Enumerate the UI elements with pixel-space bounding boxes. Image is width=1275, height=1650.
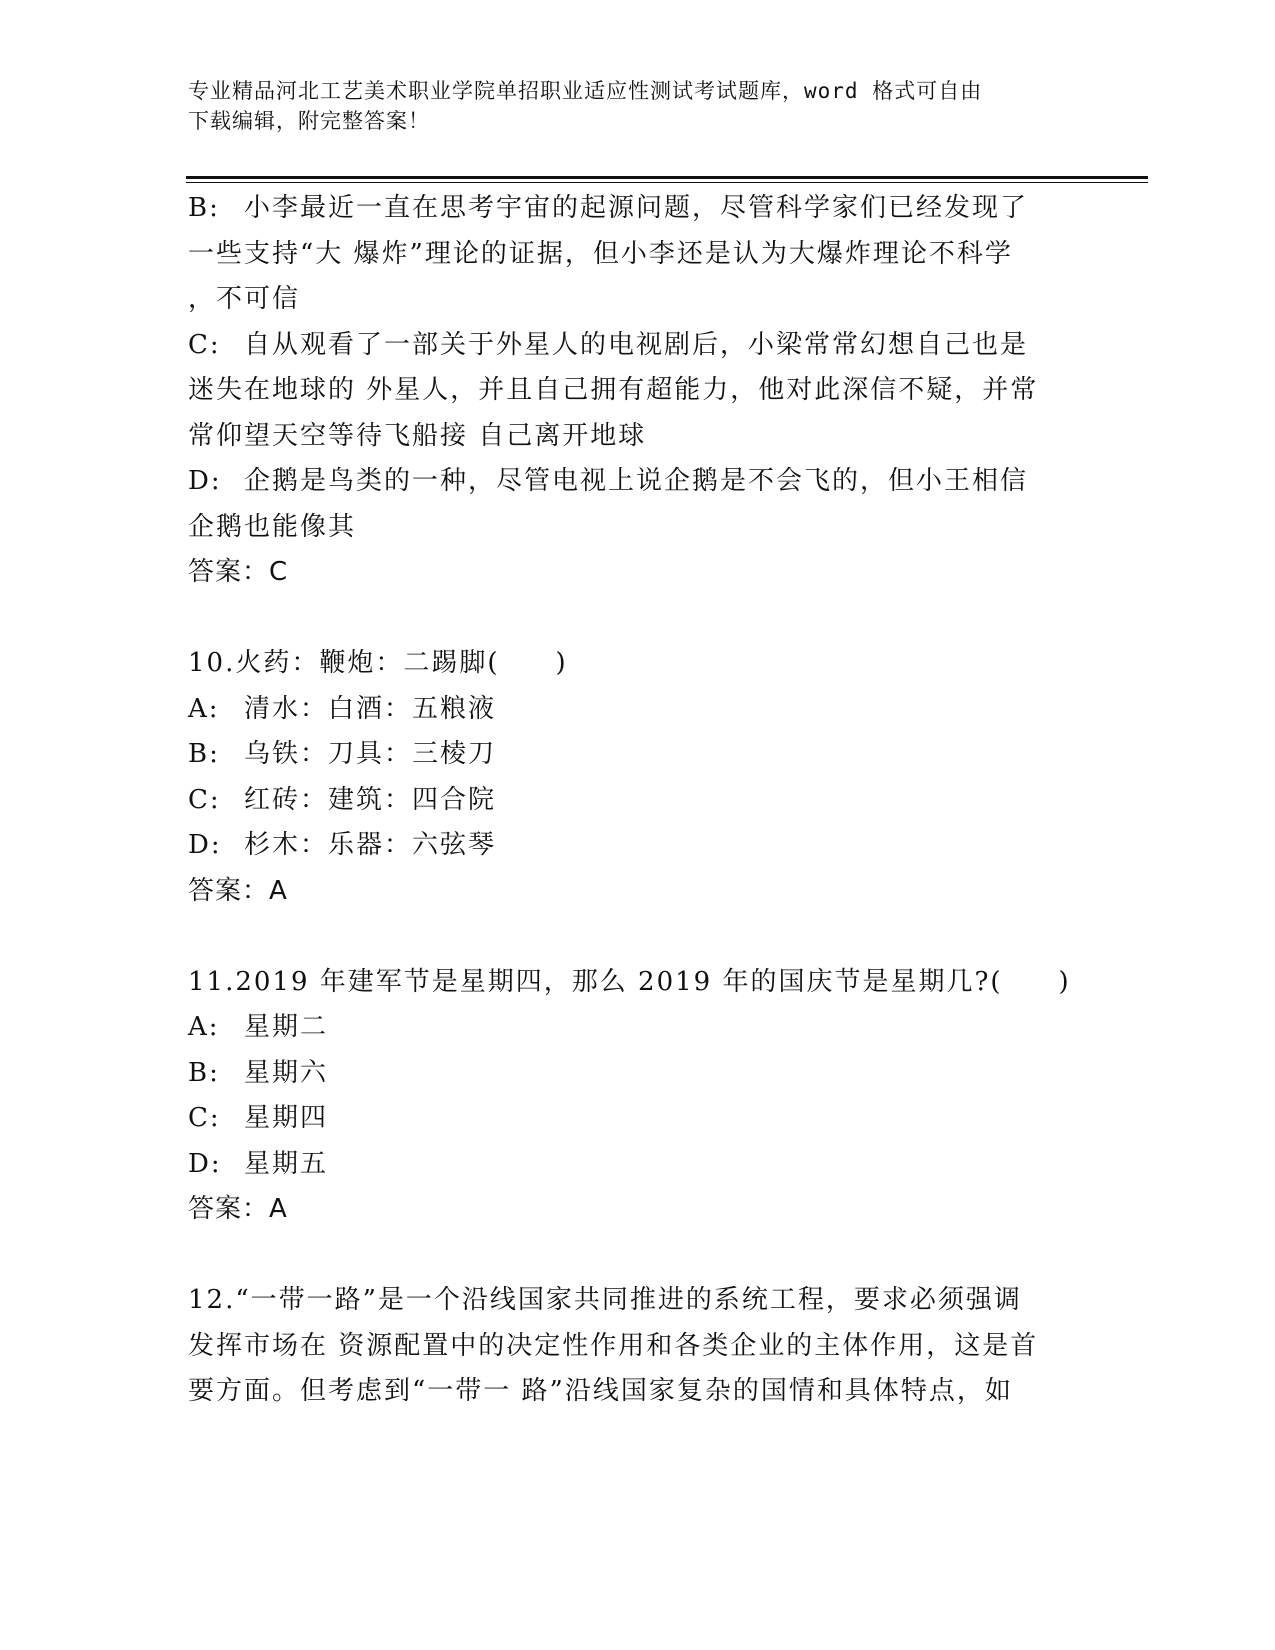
option-key: D: [188, 466, 222, 496]
q9-option-b [188, 186, 1088, 323]
q9-answer: 答案：C [188, 557, 289, 587]
q9-option-d [188, 459, 1088, 550]
header-divider-thin [186, 182, 1148, 183]
option-text: 星期四 [244, 1103, 329, 1133]
option-text: 星期二 [244, 1012, 329, 1042]
option-text: 红砖：建筑：四合院 [244, 784, 497, 815]
option-key: C: [188, 329, 221, 360]
spacer [188, 914, 1088, 960]
q10-option-c [188, 778, 1088, 824]
q12-stem-line: 要方面。但考虑到“一带一 路”沿线国家复杂的国情和具体特点，如 [188, 1376, 1013, 1406]
q10-option-d [188, 823, 1088, 869]
option-key: C: [188, 1103, 221, 1133]
q10-answer: 答案：A [188, 875, 288, 906]
option-text: ，不可信 [188, 284, 301, 314]
option-text: 迷失在地球的 外星人，并且自己拥有超能力，他对此深信不疑，并常 [188, 375, 1039, 405]
option-text: 乌铁：刀具：三棱刀 [244, 739, 497, 769]
option-text: 清水：白酒：五粮液 [244, 693, 497, 724]
q9-option-c [188, 323, 1088, 460]
option-text: 一些支持“大 爆炸”理论的证据，但小李还是认为大爆炸理论不科学 [188, 238, 1013, 269]
q11-option-a [188, 1005, 1088, 1051]
q10-stem: 10.火药：鞭炮：二踢脚( ) [188, 648, 568, 678]
q11-option-c [188, 1096, 1088, 1142]
option-key: D: [188, 830, 222, 860]
option-text: 杉木：乐器：六弦琴 [244, 830, 497, 860]
q12-stem [188, 1278, 1088, 1415]
option-text: 星期五 [244, 1148, 329, 1179]
header-line-2: 下载编辑，附完整答案！ [188, 109, 430, 133]
option-text: 小李最近一直在思考宇宙的起源问题，尽管科学家们已经发现了 [244, 193, 1029, 223]
option-key: B: [188, 739, 220, 769]
option-text: 自从观看了一部关于外星人的电视剧后，小梁常常幻想自己也是 [244, 329, 1029, 360]
option-key: C: [188, 784, 221, 815]
option-key: B: [188, 193, 220, 223]
q12-stem-line: 发挥市场在 资源配置中的决定性作用和各类企业的主体作用，这是首 [188, 1330, 1039, 1361]
header-divider-thick [186, 176, 1148, 179]
option-text: 企鹅是鸟类的一种，尽管电视上说企鹅是不会飞的，但小王相信 [244, 466, 1029, 496]
header-line-1: 专业精品河北工艺美术职业学院单招职业适应性测试考试题库，word 格式可自由 [188, 79, 983, 103]
page-header [188, 76, 1088, 136]
option-text: 企鹅也能像其 [188, 511, 357, 542]
option-text: 常仰望天空等待飞船接 自己离开地球 [188, 420, 647, 451]
q11-stem: 11.2019 年建军节是星期四，那么 2019 年的国庆节是星期几?( ) [188, 966, 1071, 997]
q10-option-a [188, 687, 1088, 733]
spacer [188, 1233, 1088, 1279]
spacer [188, 596, 1088, 642]
option-key: A: [188, 693, 220, 724]
q11-answer: 答案：A [188, 1194, 288, 1224]
q12-stem-line: 12.“一带一路”是一个沿线国家共同推进的系统工程，要求必须强调 [188, 1285, 1022, 1315]
q11-option-d [188, 1142, 1088, 1188]
q10-option-b [188, 732, 1088, 778]
option-text: 星期六 [244, 1057, 329, 1088]
document-body [188, 186, 1088, 1415]
option-key: D: [188, 1148, 222, 1179]
q11-option-b [188, 1051, 1088, 1097]
option-key: A: [188, 1012, 220, 1042]
option-key: B: [188, 1057, 220, 1088]
